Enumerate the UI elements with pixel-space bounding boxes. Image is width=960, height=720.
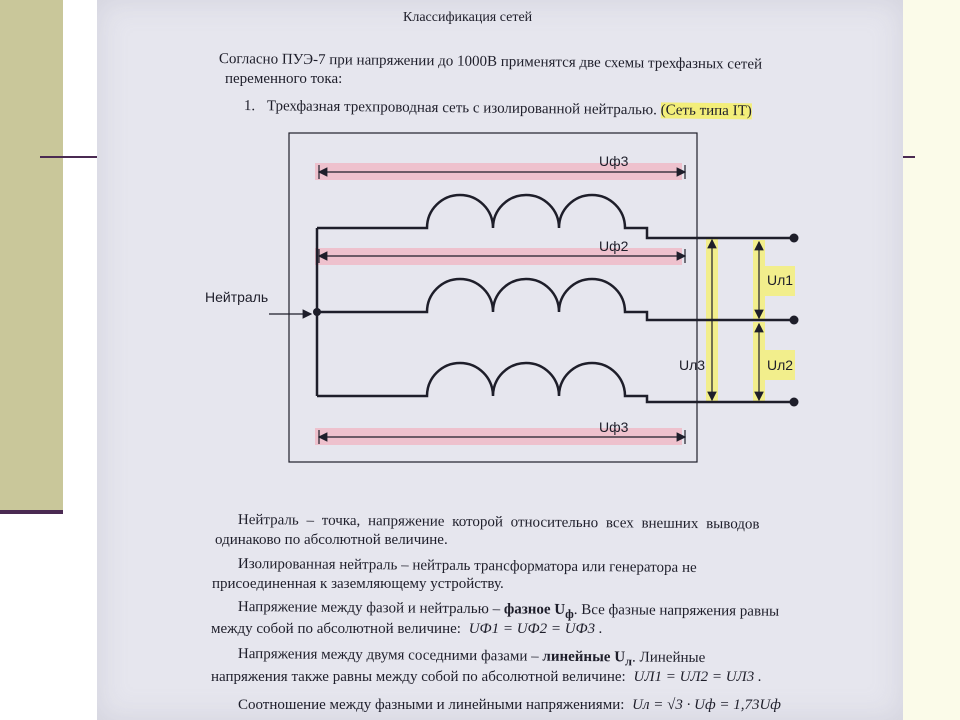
terminal-3: [790, 398, 799, 407]
label-ul3: Uл3: [679, 357, 706, 373]
phase-formula: UФ1 = UФ2 = UФ3 .: [468, 621, 603, 637]
phase3-winding: [317, 363, 794, 402]
document-title: Классификация сетей: [403, 10, 533, 25]
def-neutral-line-1: Нейтраль – точка, напряжение которой относительно всех внешних выводов: [237, 511, 760, 533]
phase2-winding: [317, 279, 794, 320]
item1-highlight: (Сеть типа IT): [660, 102, 752, 120]
linear-formula: UЛ1 = UЛ2 = UЛ3 .: [633, 669, 762, 685]
label-ul1: Uл1: [767, 272, 794, 288]
intro-line-2: переменного тока:: [225, 71, 343, 87]
slide-left-panel: [0, 0, 63, 512]
label-uf3-top: Uф3: [599, 153, 629, 169]
neutral-point: [313, 308, 321, 316]
label-uf2: Uф2: [599, 238, 629, 254]
def-phase-line-2: между собой по абсолютной величине: UФ1 = UФ2 = UФ3 .: [211, 621, 603, 637]
def-isolated-line-1: Изолированная нейтраль – нейтраль трансформатора или генератора не: [237, 555, 697, 577]
label-uf3-bottom: Uф3: [599, 419, 629, 435]
item1-number: 1.: [243, 97, 256, 115]
slide-right-tick: [903, 156, 915, 158]
linear-term: линейные U: [542, 648, 626, 666]
def-ratio-line: Соотношение между фазными и линейными напряжениями: Uл = √3 · Uф = 1,73Uф: [238, 697, 781, 713]
terminal-2: [790, 316, 799, 325]
def-phase-line-1: Напряжение между фазой и нейтралью – фазное $U_ф$. Все фазные напряжения равны: [237, 598, 780, 621]
label-neutral: Нейтраль: [205, 289, 269, 305]
ratio-formula: Uл = √3 · Uф = 1,73Uф: [632, 697, 781, 713]
def-isolated-line-2: присоединенная к заземляющему устройству.: [212, 576, 504, 592]
terminal-1: [790, 234, 799, 243]
it-network-diagram: [97, 0, 903, 480]
label-ul2: Uл2: [767, 357, 794, 373]
scanned-page: [97, 0, 903, 720]
def-linear-line-1: Напряжения между двумя соседними фазами – линейные $U_л$. Линейные: [237, 645, 706, 669]
slide-left-bar: [0, 510, 63, 514]
def-linear-line-2: напряжения также равны между собой по абсолютной величине: UЛ1 = UЛ2 = UЛ3 .: [211, 669, 762, 685]
def-neutral-line-2: одинаково по абсолютной величине.: [215, 532, 448, 548]
item1-text: Трехфазная трехпроводная сеть с изолированной нейтралью.: [266, 98, 657, 119]
phase-term: фазное U: [503, 601, 566, 618]
slide-right-panel: [903, 0, 960, 720]
slide-left-tick: [40, 156, 97, 158]
phase1-winding: [317, 195, 794, 238]
intro-line-1: Согласно ПУЭ-7 при напряжении до 1000В применятся две схемы трехфазных сетей: [218, 50, 763, 73]
diagram-frame: [289, 133, 697, 462]
